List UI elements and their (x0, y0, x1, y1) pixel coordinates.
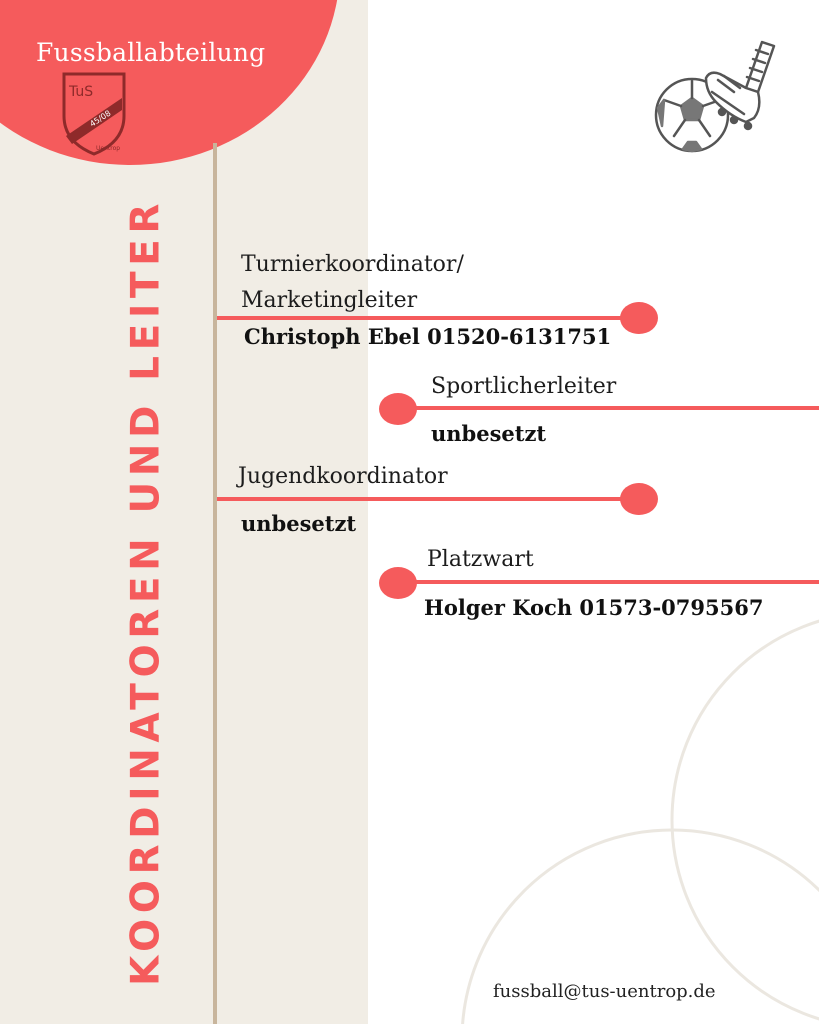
entry-4-dot (379, 567, 417, 599)
entry-1-role (241, 247, 464, 319)
contact-email: fussball@tus-uentrop.de (493, 981, 716, 1002)
entry-3-dot (620, 483, 658, 515)
section-title: KOORDINATOREN UND LEITER (123, 197, 169, 987)
crest-text-top: TuS (69, 84, 94, 100)
entry-1-role-line2: Marketingleiter (241, 288, 418, 313)
club-crest-icon (60, 70, 128, 156)
entry-2-person: unbesetzt (431, 421, 547, 446)
entry-4-role: Platzwart (427, 547, 534, 572)
entry-2-dot (379, 393, 417, 425)
entry-1-role-line1: Turnierkoordinator/ (241, 252, 464, 277)
department-title: Fussballabteilung (36, 38, 266, 67)
crest-text-bottom: Uentrop (96, 145, 121, 152)
crest-text-band: 45/08 (88, 108, 113, 129)
entry-3-bar (217, 497, 637, 501)
entry-2-role: Sportlicherleiter (431, 374, 617, 399)
entry-1-person: Christoph Ebel 01520-6131751 (244, 324, 612, 349)
entry-3-person: unbesetzt (241, 511, 357, 536)
entry-1-dot (620, 302, 658, 334)
football-boot-ball-icon (650, 36, 780, 158)
entry-3-role: Jugendkoordinator (238, 464, 448, 489)
entry-2-bar (398, 406, 819, 410)
entry-4-person: Holger Koch 01573-0795567 (424, 595, 764, 620)
entry-4-bar (398, 580, 819, 584)
timeline-vertical-line (213, 143, 217, 1024)
